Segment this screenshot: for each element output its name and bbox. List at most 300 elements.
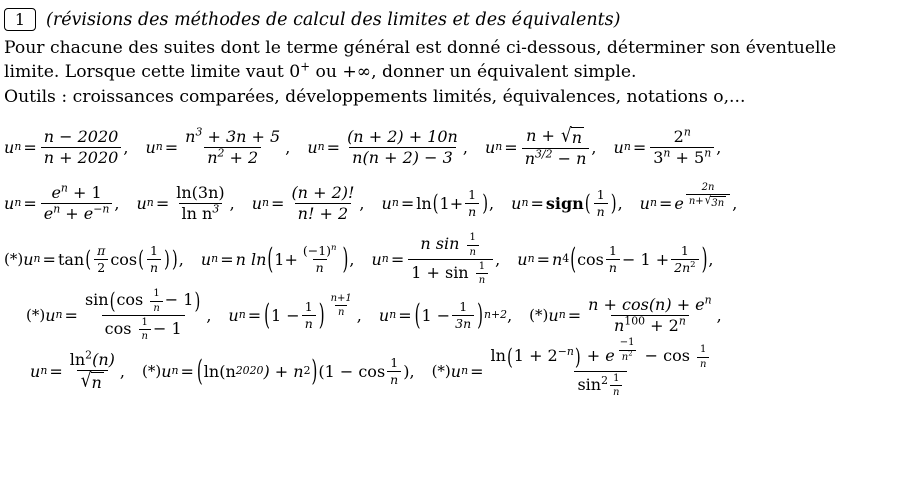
equals-sign: = — [64, 305, 78, 325]
denominator: 2 — [94, 259, 108, 275]
fraction-22 — [488, 337, 715, 398]
fraction-pi-2 — [94, 244, 108, 275]
formula-1: u n = $\frac{n - 2020}{n + 2020}$ , — [4, 126, 129, 167]
denominator — [41, 203, 113, 223]
fraction-20 — [67, 348, 118, 392]
prefix-base: n — [551, 249, 563, 269]
den-base-1: 3 — [653, 147, 664, 167]
comma: , — [708, 249, 714, 269]
comma: , — [359, 193, 365, 213]
den-base: n — [621, 351, 629, 363]
numerator: 1 — [608, 242, 617, 258]
sqrt-icon — [560, 123, 584, 147]
e-exponent-block — [615, 337, 640, 362]
left-paren: ( — [196, 354, 203, 389]
u-symbol: u — [136, 193, 147, 213]
fraction-9 — [465, 188, 479, 219]
formula-22: (*) u n = $\ln(1 + 2^{-n}) + e$ $\frac{-1}{n^2}$ − cos $\frac{1}{n}$ $\sin^2$ $\frac{1}{n}$ — [432, 344, 717, 398]
inner-fraction — [476, 261, 488, 286]
denominator: n — [610, 385, 622, 398]
equals-sign: = — [180, 361, 194, 381]
denominator: n — [313, 259, 327, 275]
den-lead: 1 + sin — [411, 262, 474, 282]
u-symbol: u — [161, 361, 172, 381]
u-symbol: u — [251, 193, 263, 213]
sin-label: sin — [577, 374, 602, 394]
star-marker: (*) — [141, 362, 162, 381]
u-symbol: u — [4, 193, 15, 213]
formula-7: u n = $\frac{\ln(3n)}{\ln n^3}$ , — [136, 182, 235, 223]
denominator: n — [594, 203, 608, 219]
fraction-1-3n — [452, 300, 474, 331]
right-paren: ) — [701, 242, 708, 277]
u-symbol: u — [228, 305, 239, 325]
num-exponent: n — [704, 293, 712, 307]
exercise-number-badge: 1 — [4, 8, 36, 31]
star-marker: (*) — [26, 306, 46, 325]
formula-15: u n = n 4 ( cos $\frac{1}{n}$ − 1 + $\frac{1}{2n^2}$ ) , — [517, 242, 714, 277]
denominator: n — [465, 203, 479, 219]
right-paren: ) — [318, 298, 325, 333]
num-exponent: 2 — [85, 348, 93, 362]
formula-17: u n = ( 1 − $\frac{1}{n}$ ) $\frac{n+1}{n}$ , — [228, 292, 362, 333]
num-base: n — [185, 126, 196, 146]
numerator — [67, 348, 118, 370]
equals-sign: = — [536, 249, 550, 269]
inner-fraction — [697, 344, 709, 369]
fraction-1 — [41, 128, 122, 167]
numerator: 1 — [680, 242, 689, 258]
numerator: 1 — [468, 186, 477, 202]
formula-14: u n = n sin $\frac{1}{n}$ 1 + sin $\frac{1}{n}$ , — [371, 232, 501, 286]
radicand: n — [571, 127, 582, 147]
num-exponent: 3 — [195, 125, 203, 139]
formula-list — [0, 109, 898, 399]
fraction-8 — [288, 184, 357, 223]
comma: , — [123, 137, 129, 157]
denominator: n — [387, 371, 401, 387]
left-paren: ( — [432, 189, 439, 217]
denominator: n — [476, 273, 488, 286]
radical-sign: √ — [80, 367, 92, 391]
two-exponent: −n — [557, 345, 574, 359]
numerator: 1 — [304, 298, 313, 314]
formula-10: u n = sign ( $\frac{1}{n}$ ) , — [511, 186, 623, 219]
inner-fraction — [467, 232, 479, 257]
u-symbol: u — [639, 193, 650, 213]
left-paren: ( — [414, 298, 421, 333]
equals-sign: = — [398, 305, 412, 325]
den-lead: n+ — [688, 195, 704, 207]
exercise-statement — [0, 31, 898, 109]
second-factor: (1 − cos — [318, 361, 386, 381]
numerator: (n + 2)! — [291, 182, 355, 202]
comma: , — [507, 305, 513, 325]
den-base: n — [207, 147, 218, 167]
den-exponent: 2 — [628, 349, 633, 358]
comma: , — [229, 193, 235, 213]
num-lead: n sin — [420, 234, 465, 254]
denominator: n — [697, 357, 709, 370]
left-paren: ( — [109, 286, 116, 314]
den-mid: + 2 — [645, 315, 679, 335]
equals-sign: = — [326, 137, 341, 157]
u-symbol: u — [450, 361, 462, 381]
formula-11: u n = e 2n n+ √ 3n , — [639, 181, 738, 213]
comma: , — [119, 361, 125, 381]
den-base: 2n — [674, 259, 691, 275]
numerator — [417, 232, 484, 258]
num-base: e — [51, 182, 61, 202]
numerator — [48, 181, 104, 203]
inner-one-plus: 1+ — [274, 249, 298, 269]
plus-n2: ) + n — [263, 361, 304, 381]
formula-row-4 — [0, 287, 898, 343]
left-paren: ( — [267, 242, 274, 277]
u-symbol: u — [484, 137, 496, 157]
den-mid: + e — [60, 203, 94, 223]
equals-sign: = — [632, 137, 647, 157]
statement-line-2-b: ou +∞, donner un équivalent simple. — [310, 62, 637, 83]
formula-2: u n = $\frac{n^3 + 3n + 5}{n^2 + 2}$ , — [145, 125, 291, 167]
plus-superscript: + — [300, 59, 311, 74]
den-exponent: 2 — [217, 146, 225, 160]
radicand: 3n — [711, 197, 725, 209]
ln-part: ln(n — [203, 361, 236, 381]
den-exponent-2: n — [678, 314, 686, 328]
numerator — [488, 337, 715, 370]
right-paren-inner: ) — [164, 245, 170, 273]
num-base: (−1) — [302, 242, 332, 258]
star-marker: (*) — [431, 362, 451, 381]
den-exponent-2: −n — [93, 202, 110, 216]
den-base: n — [613, 315, 625, 335]
comma: , — [356, 305, 362, 325]
u-symbol: u — [517, 249, 528, 269]
statement-line-3: Outils : croissances comparées, développements limités, équivalences, notations o,... — [4, 86, 746, 107]
formula-8: u n = $\frac{(n + 2)!}{n! + 2}$ , — [251, 182, 365, 223]
comma: , — [489, 193, 495, 213]
fraction-7 — [173, 184, 227, 223]
numerator: 1 — [390, 354, 399, 370]
middle-terms: − 1 + — [621, 249, 670, 269]
right-paren: ) — [610, 189, 617, 217]
u-symbol: u — [30, 361, 41, 381]
fraction-2 — [182, 125, 283, 167]
one-minus: 1 − — [421, 305, 451, 325]
comma: , — [495, 249, 501, 269]
num-rest: + 1 — [67, 182, 102, 202]
u-symbol: u — [381, 193, 392, 213]
left-paren-inner: ( — [138, 245, 144, 273]
formula-4: u n = n + √ n $n^{3/2} - n$ , — [484, 123, 597, 168]
num-exponent: n — [683, 125, 691, 139]
num-exponent: n — [331, 242, 337, 253]
right-paren: ) — [194, 286, 201, 314]
cos-label: cos — [577, 249, 604, 269]
sqrt-icon — [80, 367, 104, 392]
denominator: n! + 2 — [295, 203, 352, 223]
fraction-1-n — [302, 300, 316, 331]
denominator — [522, 148, 590, 168]
equals-sign: = — [470, 361, 484, 381]
equals-sign: = — [49, 361, 63, 381]
comma: , — [114, 193, 120, 213]
u-symbol: u — [548, 305, 559, 325]
formula-19: (*) u n = $\frac{n + \cos(n) + e^n}{n^{100} + 2^n}$ , — [529, 293, 722, 335]
numerator: 1 — [613, 372, 620, 384]
exercise-title: (révisions des méthodes de calcul des limites et des équivalents) — [46, 9, 621, 30]
u-symbol: u — [4, 137, 15, 157]
star-marker: (*) — [4, 250, 24, 269]
comma: , — [349, 249, 355, 269]
statement-line-1: Pour chacune des suites dont le terme général est donné ci-dessous, déterminer son éventuelle — [4, 38, 837, 58]
comma: , — [591, 137, 597, 157]
exponent-block — [326, 293, 357, 318]
inner-fraction — [150, 288, 162, 313]
numerator — [82, 288, 204, 314]
formula-13: u n = n ln ( 1+ $\frac{(-1)^n}{n}$ ) , — [200, 242, 355, 277]
numerator: 1 — [141, 316, 148, 328]
inner-expr: 1+ — [439, 193, 464, 213]
num-exponent: n — [60, 181, 68, 195]
u-symbol: u — [371, 249, 382, 269]
numerator: (n + 2) + 10n — [347, 126, 458, 146]
numerator — [523, 123, 588, 148]
equals-sign: = — [400, 193, 415, 213]
den-exponent-1: 100 — [624, 314, 646, 328]
denominator — [650, 147, 714, 167]
u-symbol: u — [613, 137, 624, 157]
left-paren: ( — [506, 342, 513, 370]
tan-label: tan — [57, 249, 85, 269]
left-paren: ( — [264, 298, 271, 333]
denominator — [179, 203, 223, 223]
equals-sign: = — [390, 249, 405, 269]
equals-sign: = — [155, 193, 170, 213]
fraction-1-2n2 — [671, 244, 698, 275]
right-paren: ) — [342, 242, 349, 277]
equals-sign: = — [23, 193, 37, 213]
left-paren: ( — [584, 189, 591, 217]
denominator: n — [467, 245, 479, 258]
u-symbol: u — [307, 137, 318, 157]
equals-sign: = — [567, 305, 582, 325]
u-symbol: u — [45, 305, 56, 325]
ln-label: ln — [69, 349, 86, 369]
fraction-5 — [650, 125, 714, 167]
exponent-fraction — [686, 182, 730, 209]
numerator: 1 — [596, 186, 605, 202]
equals-sign: = — [23, 137, 37, 157]
fraction-6 — [41, 181, 113, 223]
den-exponent-1: n — [53, 202, 61, 216]
den-base: n — [524, 148, 535, 168]
den-exponent: 2 — [690, 259, 696, 270]
fraction-1-n — [147, 244, 161, 275]
formula-21: (*) u n = ( ln(n 2020 ) + n 2 ) (1 − cos $\frac{1}{n}$ ) , — [141, 354, 415, 389]
numerator — [671, 125, 694, 147]
inner-fraction — [610, 373, 622, 398]
formula-18: u n = ( 1 − $\frac{1}{3n}$ ) n+2 , — [378, 298, 513, 333]
formula-row-1 — [0, 119, 898, 175]
u-symbol: u — [511, 193, 522, 213]
numerator — [182, 125, 283, 147]
denominator — [204, 147, 261, 167]
denominator — [408, 259, 493, 286]
plus-e: + e — [581, 346, 615, 366]
numerator: 1 — [459, 298, 468, 314]
fraction-1-n — [387, 356, 401, 387]
comma: , — [462, 137, 468, 157]
formula-5: u n = $\frac{2^n}{3^n + 5^n}$ , — [613, 125, 722, 167]
minus-one: − 1 — [152, 318, 182, 338]
comma: , — [178, 249, 184, 269]
closing-paren: ) — [403, 361, 410, 381]
left-paren: ( — [570, 242, 577, 277]
comma: , — [206, 305, 212, 325]
formula-row-5 — [0, 337, 898, 399]
denominator: n — [335, 305, 347, 318]
num-rest: + 3n + 5 — [202, 126, 281, 146]
minus-cos: − cos — [639, 346, 695, 366]
formula-row-2 — [0, 175, 898, 231]
comma: , — [285, 137, 291, 157]
den-rest: − n — [552, 148, 587, 168]
comma: , — [617, 193, 623, 213]
den-rest: + 2 — [224, 147, 259, 167]
sin-label: sin — [84, 290, 109, 310]
formula-3: u n = $\frac{(n + 2) + 10n}{n(n + 2) - 3}$ , — [307, 126, 468, 167]
sqrt-icon — [704, 193, 727, 209]
u-symbol: u — [378, 305, 390, 325]
formula-row-3 — [0, 231, 898, 287]
fraction-3 — [344, 128, 461, 167]
equals-sign: = — [504, 137, 518, 157]
formula-9: u n = ln ( 1+ $\frac{1}{n}$ ) , — [381, 186, 495, 219]
equals-sign: = — [42, 249, 56, 269]
sign-function-label: sign — [545, 193, 584, 213]
u-symbol: u — [23, 249, 34, 269]
denominator: 3n — [452, 315, 474, 331]
equals-sign: = — [164, 137, 179, 157]
denominator: n — [302, 315, 316, 331]
numerator: 1 — [150, 242, 158, 258]
cos-label: cos — [116, 290, 149, 310]
num-lead: n + — [526, 125, 560, 145]
den-exponent-1: n — [663, 146, 671, 160]
comma: , — [716, 137, 722, 157]
one-minus: 1 − — [271, 305, 300, 325]
denominator: n(n + 2) − 3 — [349, 147, 456, 167]
exponent-fraction — [328, 293, 355, 318]
radical-sign: √ — [560, 123, 572, 147]
numerator: π — [97, 242, 106, 258]
denominator — [619, 350, 636, 363]
fraction-19 — [585, 293, 715, 335]
numerator: −1 — [619, 337, 635, 349]
left-paren: ( — [85, 245, 92, 273]
numerator: n − 2020 — [43, 126, 119, 146]
one-plus-two: 1 + 2 — [513, 346, 558, 366]
formula-6: u n = $\frac{e^n + 1}{e^n + e^{-n}}$ , — [4, 181, 120, 223]
denominator: n — [147, 259, 161, 275]
equals-sign: = — [247, 305, 262, 325]
statement-line-2-a: limite. Lorsque cette limite vaut 0 — [4, 62, 301, 83]
numerator — [300, 244, 340, 259]
den-base-1: e — [43, 203, 54, 223]
comma: , — [732, 193, 738, 213]
exercise-header — [0, 0, 898, 31]
ln-label: ln — [416, 193, 432, 213]
den-exponent: 3 — [212, 202, 220, 216]
den-exponent: 3/2 — [535, 147, 553, 161]
den-base: ln n — [181, 203, 213, 223]
denominator — [611, 315, 689, 335]
den-mid: + 5 — [670, 147, 705, 167]
denominator: n — [150, 301, 162, 314]
num-lead: n + cos(n) + e — [588, 294, 705, 314]
fraction-16 — [82, 288, 204, 342]
statement-line-2 — [4, 60, 894, 84]
denominator: n — [606, 259, 620, 275]
numerator — [585, 293, 715, 315]
right-paren: ) — [482, 189, 489, 217]
denominator — [686, 194, 730, 209]
equals-sign: = — [658, 193, 673, 213]
right-paren: ) — [311, 354, 318, 389]
prefix-n-ln: n ln — [235, 249, 267, 269]
fraction-4 — [522, 123, 590, 168]
num-value: 1 — [628, 337, 635, 349]
minus-one: − 1 — [164, 290, 194, 310]
num-base: 2 — [673, 126, 684, 146]
equals-sign: = — [271, 193, 285, 213]
numerator: 1 — [478, 260, 486, 272]
fraction-10 — [594, 188, 608, 219]
star-marker: (*) — [529, 306, 549, 325]
numerator: 1 — [700, 344, 707, 356]
radicand: n — [91, 372, 102, 392]
equals-sign: = — [220, 249, 234, 269]
exponent-fraction — [617, 337, 638, 362]
numerator: 2n — [701, 181, 715, 193]
sin-exponent: 2 — [601, 373, 609, 387]
u-symbol: u — [145, 137, 156, 157]
denominator: n — [139, 329, 151, 342]
e-base: e — [674, 193, 684, 213]
inner-fraction — [139, 317, 151, 342]
den-exponent-2: n — [704, 146, 712, 160]
num-arg: (n) — [92, 349, 115, 369]
denominator — [102, 315, 185, 342]
right-paren: ) — [171, 245, 178, 273]
ln-label: ln — [490, 346, 506, 366]
right-paren: ) — [477, 298, 484, 333]
denominator — [77, 367, 108, 392]
u-symbol: u — [200, 249, 212, 269]
formula-20: u n = $\ln^2(n)$ √ n , — [30, 348, 125, 392]
formula-12: (*) u n = tan ( $\frac{\pi}{2}$ cos ( $\frac{1}{n}$ ) ) , — [4, 242, 184, 275]
radical-sign: √ — [704, 193, 712, 208]
exponent-block — [684, 182, 732, 209]
numerator: n+1 — [330, 292, 352, 304]
fraction-13 — [300, 244, 340, 275]
fraction-1-n — [606, 244, 620, 275]
numerator: 1 — [469, 232, 476, 244]
denominator: n + 2020 — [41, 147, 122, 167]
equals-sign: = — [530, 193, 544, 213]
